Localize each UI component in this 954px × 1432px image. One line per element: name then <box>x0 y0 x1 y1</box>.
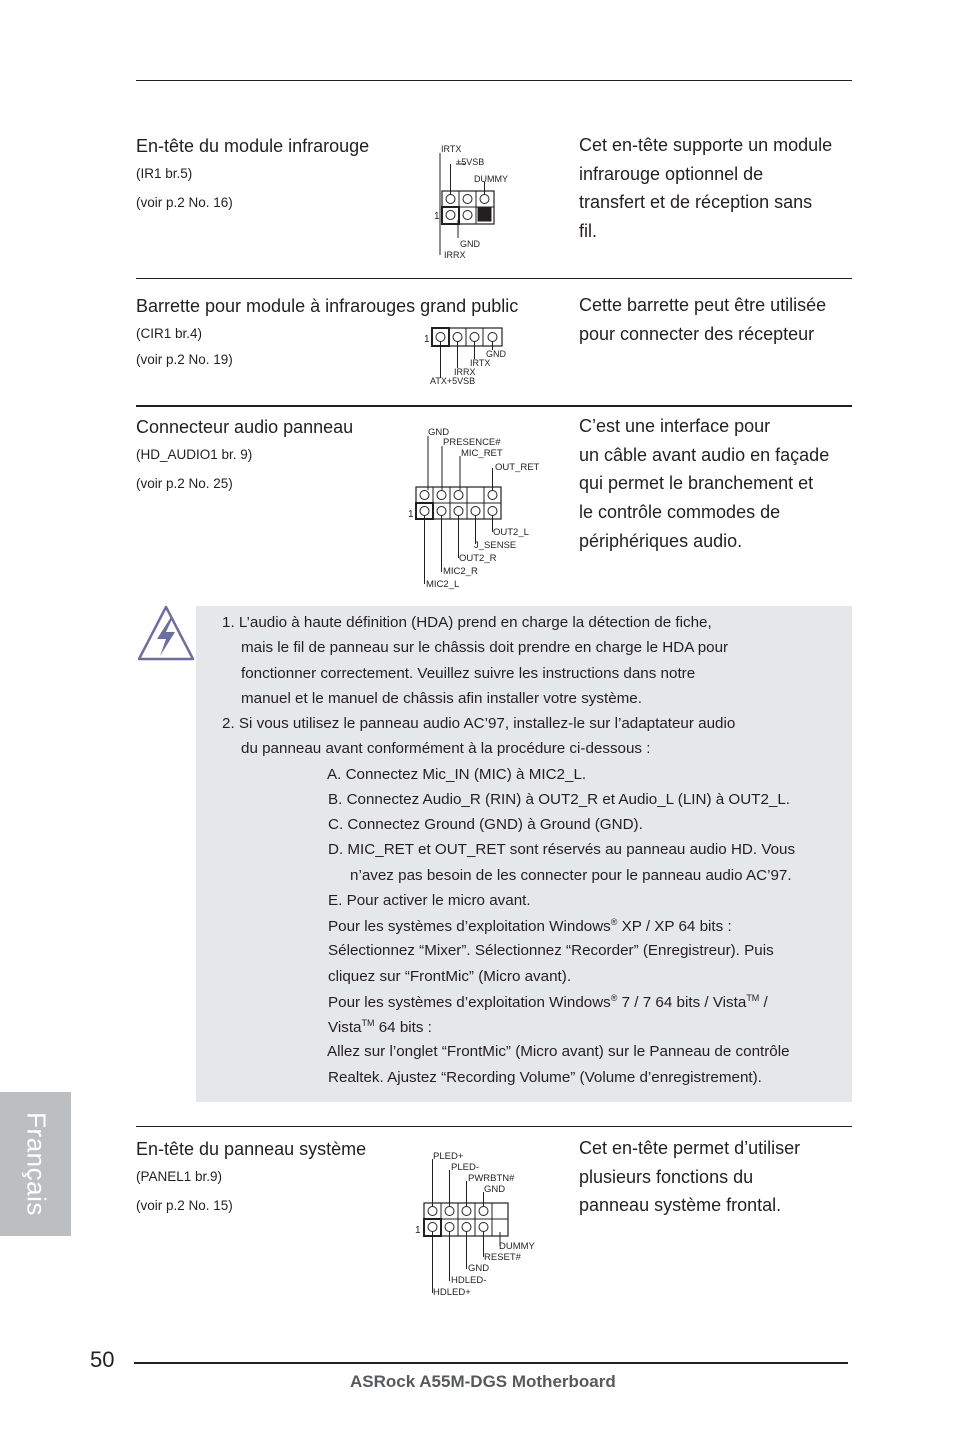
pin-label-dummy: DUMMY <box>474 174 508 184</box>
pin-label-gnd-bottom: GND <box>468 1263 490 1274</box>
audio-header-pinout-diagram <box>400 422 550 592</box>
pin-label-dummy: DUMMY <box>499 1241 535 1252</box>
note-text: mais le fil de panneau sur le châssis doit prendre en charge le HDA pour <box>241 639 729 656</box>
warning-lightning-icon <box>135 603 197 663</box>
cir-header-description: Cette barrette peut être utilisée pour connecter des récepteur <box>579 295 827 344</box>
pin-label-irtx: IRTX <box>470 358 491 368</box>
ir-header-ref: (IR1 br.5) <box>136 166 193 181</box>
note-step-a: A. Connectez Mic_IN (MIC) à MIC2_L. <box>327 766 587 783</box>
section-rule-1 <box>136 278 852 279</box>
pin-label-mic2-l: MIC2_L <box>426 579 460 590</box>
pin-label-mic2-r: MIC2_R <box>443 566 478 577</box>
pin-label-atx-5vsb: ATX+5VSB <box>430 376 476 386</box>
pin-label-1: 1 <box>408 509 414 520</box>
pin-label-1: 1 <box>424 334 430 345</box>
panel-header-see: (voir p.2 No. 15) <box>136 1198 233 1213</box>
section-rule-3 <box>136 1126 852 1127</box>
panel-header-description: Cet en-tête permet d’utiliser plusieurs fonctions du panneau système frontal. <box>579 1138 801 1216</box>
note-item-2: 2. Si vous utilisez le panneau audio AC’97, installez-le sur l’adaptateur audio <box>222 715 736 732</box>
pin-label-presence: PRESENCE# <box>443 437 501 448</box>
pin-label-pwrbtn: PWRBTN# <box>468 1173 515 1184</box>
note-step-b: B. Connectez Audio_R (RIN) à OUT2_R et Audio_L (LIN) à OUT2_L. <box>328 791 791 808</box>
pin-label-mic-ret: MIC_RET <box>461 448 503 459</box>
note-text: Allez sur l’onglet “FrontMic” (Micro avant) sur le Panneau de contrôle <box>327 1043 790 1060</box>
pin-label-pled-plus: PLED+ <box>433 1151 464 1162</box>
note-step-d: D. MIC_RET et OUT_RET sont réservés au panneau audio HD. Vous <box>328 841 796 858</box>
pin-label-hdled-minus: HDLED- <box>451 1275 487 1286</box>
note-text: Pour les systèmes d’exploitation Windows® XP / XP 64 bits : <box>328 917 732 936</box>
note-text: cliquez sur “FrontMic” (Micro avant). <box>328 968 572 985</box>
page-number: 50 <box>90 1347 115 1372</box>
pin-label-j-sense: J_SENSE <box>474 540 517 551</box>
pin-label-gnd: GND <box>428 427 450 438</box>
panel-header-title: En-tête du panneau système <box>136 1139 367 1159</box>
pin-label-pled-minus: PLED- <box>451 1162 479 1173</box>
note-step-c: C. Connectez Ground (GND) à Ground (GND). <box>328 816 643 833</box>
audio-header-ref: (HD_AUDIO1 br. 9) <box>136 447 253 462</box>
note-text: Vista™ 64 bits : <box>328 1018 432 1037</box>
note-text: Realtek. Ajustez “Recording Volume” (Volume d’enregistrement). <box>328 1069 762 1086</box>
pin-label-1: 1 <box>434 211 440 222</box>
note-text: du panneau avant conformément à la procédure ci-dessous : <box>241 740 651 757</box>
pin-label-irtx: IRTX <box>441 144 462 154</box>
note-step-e: E. Pour activer le micro avant. <box>328 892 531 909</box>
note-text: n’avez pas besoin de les connecter pour le panneau audio AC’97. <box>350 867 792 884</box>
pin-label-hdled-plus: HDLED+ <box>433 1287 471 1298</box>
note-text: Sélectionnez “Mixer”. Sélectionnez “Recorder” (Enregistreur). Puis <box>328 942 774 959</box>
pin-label-out2-r: OUT2_R <box>459 553 497 564</box>
cir-header-ref: (CIR1 br.4) <box>136 326 203 341</box>
pin-label-irrx: IRRX <box>444 250 466 260</box>
audio-header-title: Connecteur audio panneau <box>136 417 354 437</box>
panel-header-ref: (PANEL1 br.9) <box>136 1169 223 1184</box>
language-side-tab <box>0 1092 71 1236</box>
cir-header-see: (voir p.2 No. 19) <box>136 352 233 367</box>
section-rule-2 <box>136 405 852 407</box>
pin-label-gnd: GND <box>460 239 480 249</box>
ir-header-title: En-tête du module infrarouge <box>136 136 370 156</box>
pin-label-1: 1 <box>415 1225 421 1236</box>
pin-label-out-ret: OUT_RET <box>495 462 540 473</box>
note-text: manuel et le manuel de châssis afin installer votre système. <box>241 690 642 707</box>
pin-label-5vsb: +5VSB <box>456 157 485 167</box>
cir-header-title: Barrette pour module à infrarouges grand public <box>136 296 519 316</box>
panel-header-pinout-diagram <box>412 1146 552 1298</box>
note-text: fonctionner correctement. Veuillez suivre les instructions dans notre <box>241 665 696 682</box>
ir-header-pinout-diagram <box>428 140 528 265</box>
audio-header-description: C’est une interface pour un câble avant audio en façade qui permet le branchement et le contrôle commodes de périphériques audio. <box>579 416 830 551</box>
audio-header-see: (voir p.2 No. 25) <box>136 476 233 491</box>
top-rule <box>136 80 852 81</box>
ir-header-see: (voir p.2 No. 16) <box>136 195 233 210</box>
note-text: Pour les systèmes d’exploitation Windows® 7 / 7 64 bits / Vista™ / <box>328 993 768 1012</box>
pin-label-reset: RESET# <box>484 1252 521 1263</box>
pin-label-gnd: GND <box>486 349 506 359</box>
footer-title: ASRock A55M-DGS Motherboard <box>350 1372 616 1391</box>
pin-label-irrx: IRRX <box>454 367 476 377</box>
pin-label-gnd-top: GND <box>484 1184 506 1195</box>
language-side-tab-label: Français <box>21 1112 51 1216</box>
footer-rule <box>134 1362 848 1364</box>
ir-header-description: Cet en-tête supporte un module infrarouge optionnel de transfert et de réception sans fil. <box>579 135 833 242</box>
cir-header-pinout-diagram <box>418 324 528 388</box>
note-item-1: 1. L’audio à haute définition (HDA) prend en charge la détection de fiche, <box>222 614 712 631</box>
pin-label-out2-l: OUT2_L <box>493 527 529 538</box>
